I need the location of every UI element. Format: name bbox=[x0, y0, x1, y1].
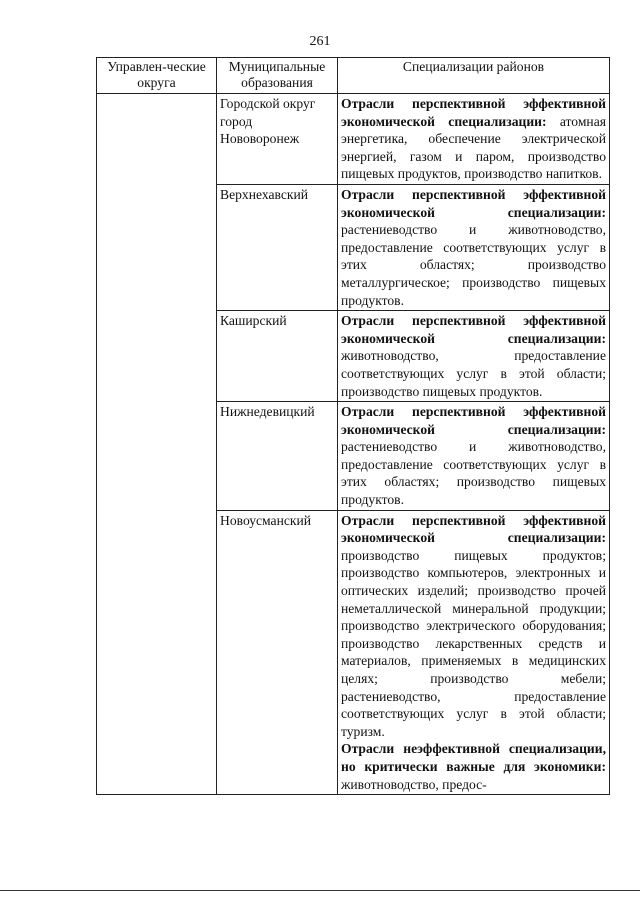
specialization-text-2: животноводство, предос- bbox=[341, 776, 487, 792]
specialization-cell bbox=[338, 311, 610, 402]
district-cell bbox=[97, 94, 217, 795]
specialization-heading: Отрасли перспективной эффективной экономической специализации: bbox=[341, 96, 606, 129]
page-number: 261 bbox=[309, 34, 331, 49]
municipality-cell: Верхнехавский bbox=[217, 184, 338, 310]
specialization-heading-2: Отрасли неэффективной специализации, но критически важные для экономики: bbox=[341, 741, 606, 774]
specialization-cell bbox=[338, 402, 610, 511]
municipality-cell: Каширский bbox=[217, 311, 338, 402]
specialization-table bbox=[96, 57, 610, 795]
municipality-cell: Нижнедевицкий bbox=[217, 402, 338, 511]
specialization-cell bbox=[338, 184, 610, 310]
specialization-cell bbox=[338, 510, 610, 795]
specialization-heading: Отрасли перспективной эффективной экономической специализации: bbox=[341, 313, 606, 346]
specialization-text: животноводство, предоставление соответствующих услуг в этой области; производство пищевых продуктов. bbox=[341, 348, 606, 399]
specialization-text: растениеводство и животноводство, предоставление соответствующих услуг в этих областях; производство металлургическое; производство пищевых продуктов. bbox=[341, 222, 606, 308]
specialization-heading: Отрасли перспективной эффективной экономической специализации: bbox=[341, 186, 606, 220]
specialization-text: атомная энергетика, обеспечение электрической энергией, газом и паром, производство пищевых продуктов, производство напитков. bbox=[341, 113, 606, 182]
specialization-text: производство пищевых продуктов; производство компьютеров, электронных и оптических изделий; производство прочей неметаллической минеральной продукции; производство электрического оборудования; производство лекарственных средств и материалов, применяемых в медицинских целях; производство мебели; растениеводство, предоставление соответствующих услуг в этой области; туризм. bbox=[341, 547, 606, 739]
specialization-text: растениеводство и животноводство, предоставление соответствующих услуг в этих областях; производство пищевых продуктов. bbox=[341, 439, 606, 508]
page-bottom-rule bbox=[0, 890, 640, 891]
municipality-cell: Городской округ город Нововоронеж bbox=[217, 94, 338, 185]
specialization-paragraph-2 bbox=[341, 740, 606, 793]
table-row bbox=[97, 94, 610, 185]
specialization-cell bbox=[338, 94, 610, 185]
specialization-heading: Отрасли перспективной эффективной экономической специализации: bbox=[341, 404, 606, 437]
municipality-cell: Новоусманский bbox=[217, 510, 338, 795]
table-header-row bbox=[97, 58, 610, 94]
header-municipalities: Муниципальные образования bbox=[217, 58, 338, 94]
header-specializations: Специализации районов bbox=[338, 58, 610, 94]
specialization-heading: Отрасли перспективной эффективной экономической специализации: bbox=[341, 512, 606, 546]
header-districts: Управлен-ческие округа bbox=[97, 58, 217, 94]
